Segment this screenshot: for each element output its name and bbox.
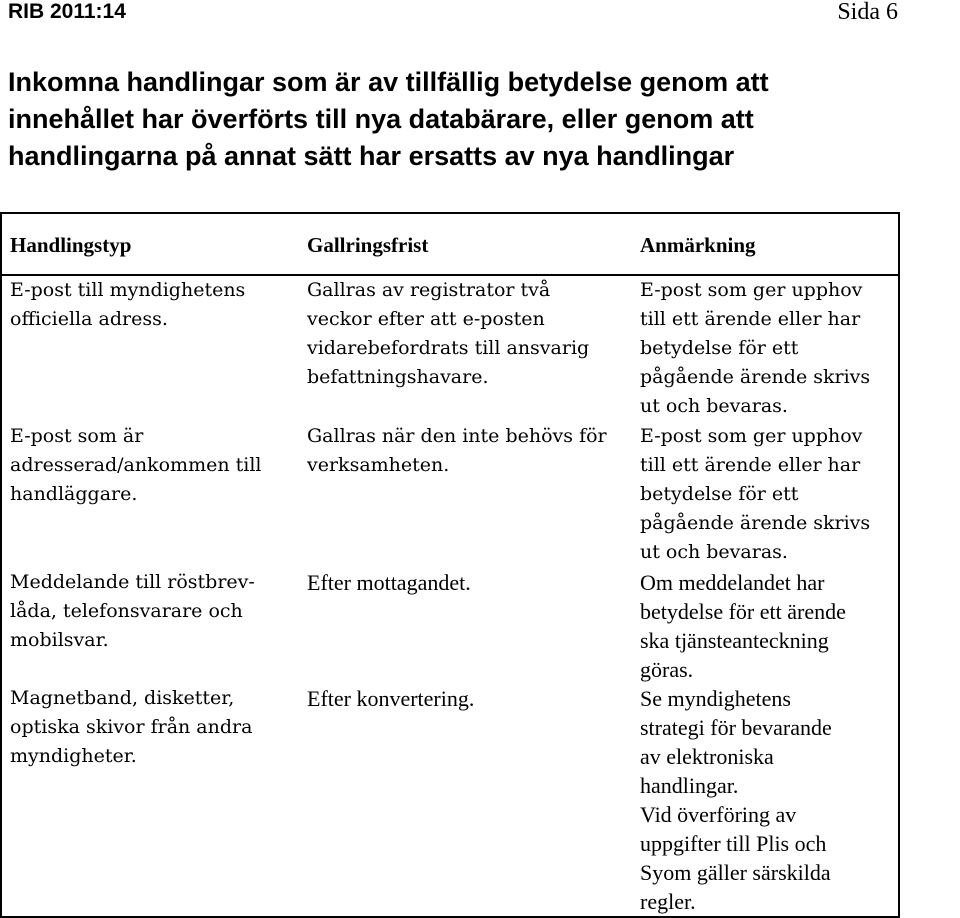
cell-line: befattningshavare. [307, 366, 489, 388]
cell-line: regler. [640, 889, 696, 914]
cell-line: Meddelande till röstbrev- [10, 571, 255, 593]
section-title-line: innehållet har överförts till nya databärare, eller genom att [8, 104, 754, 134]
table-row [1, 684, 899, 917]
cell-gallringsfrist [299, 422, 632, 568]
cell-handlingstyp [1, 684, 299, 917]
cell-line: Se myndighetens [640, 686, 791, 711]
cell-line: adresserad/ankommen till [10, 454, 262, 476]
cell-line: verksamheten. [307, 454, 450, 476]
cell-handlingstyp [1, 422, 299, 568]
cell-line: strategi för bevarande [640, 715, 832, 740]
cell-line: Gallras av registrator två [307, 279, 551, 301]
cell-line: Syom gäller särskilda [640, 860, 831, 885]
cell-line: ut och bevaras. [640, 395, 788, 417]
table-row [1, 275, 899, 422]
cell-line: optiska skivor från andra [10, 716, 253, 738]
cell-line: E-post till myndighetens [10, 279, 246, 301]
cell-line: mobilsvar. [10, 629, 109, 651]
cell-line: pågående ärende skrivs [640, 512, 871, 534]
page-number: Sida 6 [837, 0, 898, 25]
cell-line: Magnetband, disketter, [10, 687, 235, 709]
header-handlingstyp: Handlingstyp [1, 213, 299, 275]
cell-line: Efter konvertering. [307, 686, 475, 711]
header-anmarkning: Anmärkning [632, 213, 899, 275]
cell-line: handlingar. [640, 773, 739, 798]
cell-line: pågående ärende skrivs [640, 366, 871, 388]
cell-line: Efter mottagandet. [307, 570, 471, 595]
section-title-line: Inkomna handlingar som är av tillfällig betydelse genom att [8, 67, 769, 97]
cell-handlingstyp [1, 568, 299, 684]
cell-line: officiella adress. [10, 308, 168, 330]
cell-line: göras. [640, 657, 694, 682]
cell-line: betydelse för ett [640, 483, 799, 505]
cell-line: E-post som är [10, 425, 144, 447]
cell-line: Om meddelandet har [640, 570, 825, 595]
cell-line: E-post som ger upphov [640, 425, 863, 447]
section-title-line: handlingarna på annat sätt har ersatts av nya handlingar [8, 141, 735, 171]
cell-gallringsfrist [299, 684, 632, 917]
cell-line: Gallras när den inte behövs för [307, 425, 607, 447]
header-gallringsfrist: Gallringsfrist [299, 213, 632, 275]
document-id: RIB 2011:14 [8, 0, 126, 23]
cell-handlingstyp [1, 275, 299, 422]
table-header-row [1, 213, 899, 275]
cell-line: betydelse för ett ärende [640, 599, 846, 624]
cell-line: låda, telefonsvarare och [10, 600, 243, 622]
table-row [1, 422, 899, 568]
cell-gallringsfrist [299, 275, 632, 422]
cell-anmarkning [632, 275, 899, 422]
cell-line: till ett ärende eller har [640, 454, 861, 476]
cell-anmarkning [632, 568, 899, 684]
cell-line: av elektroniska [640, 744, 774, 769]
cell-line: handläggare. [10, 483, 138, 505]
section-title [8, 64, 908, 175]
cell-anmarkning [632, 422, 899, 568]
cell-line: ska tjänsteanteckning [640, 628, 829, 653]
cell-line: ut och bevaras. [640, 541, 788, 563]
table-row [1, 568, 899, 684]
cell-gallringsfrist [299, 568, 632, 684]
retention-table [0, 212, 900, 918]
cell-line: betydelse för ett [640, 337, 799, 359]
cell-line: Vid överföring av [640, 802, 797, 827]
cell-line: E-post som ger upphov [640, 279, 863, 301]
cell-line: veckor efter att e-posten [307, 308, 545, 330]
cell-line: vidarebefordrats till ansvarig [307, 337, 590, 359]
cell-anmarkning [632, 684, 899, 917]
cell-line: till ett ärende eller har [640, 308, 861, 330]
cell-line: myndigheter. [10, 745, 137, 767]
cell-line: uppgifter till Plis och [640, 831, 827, 856]
